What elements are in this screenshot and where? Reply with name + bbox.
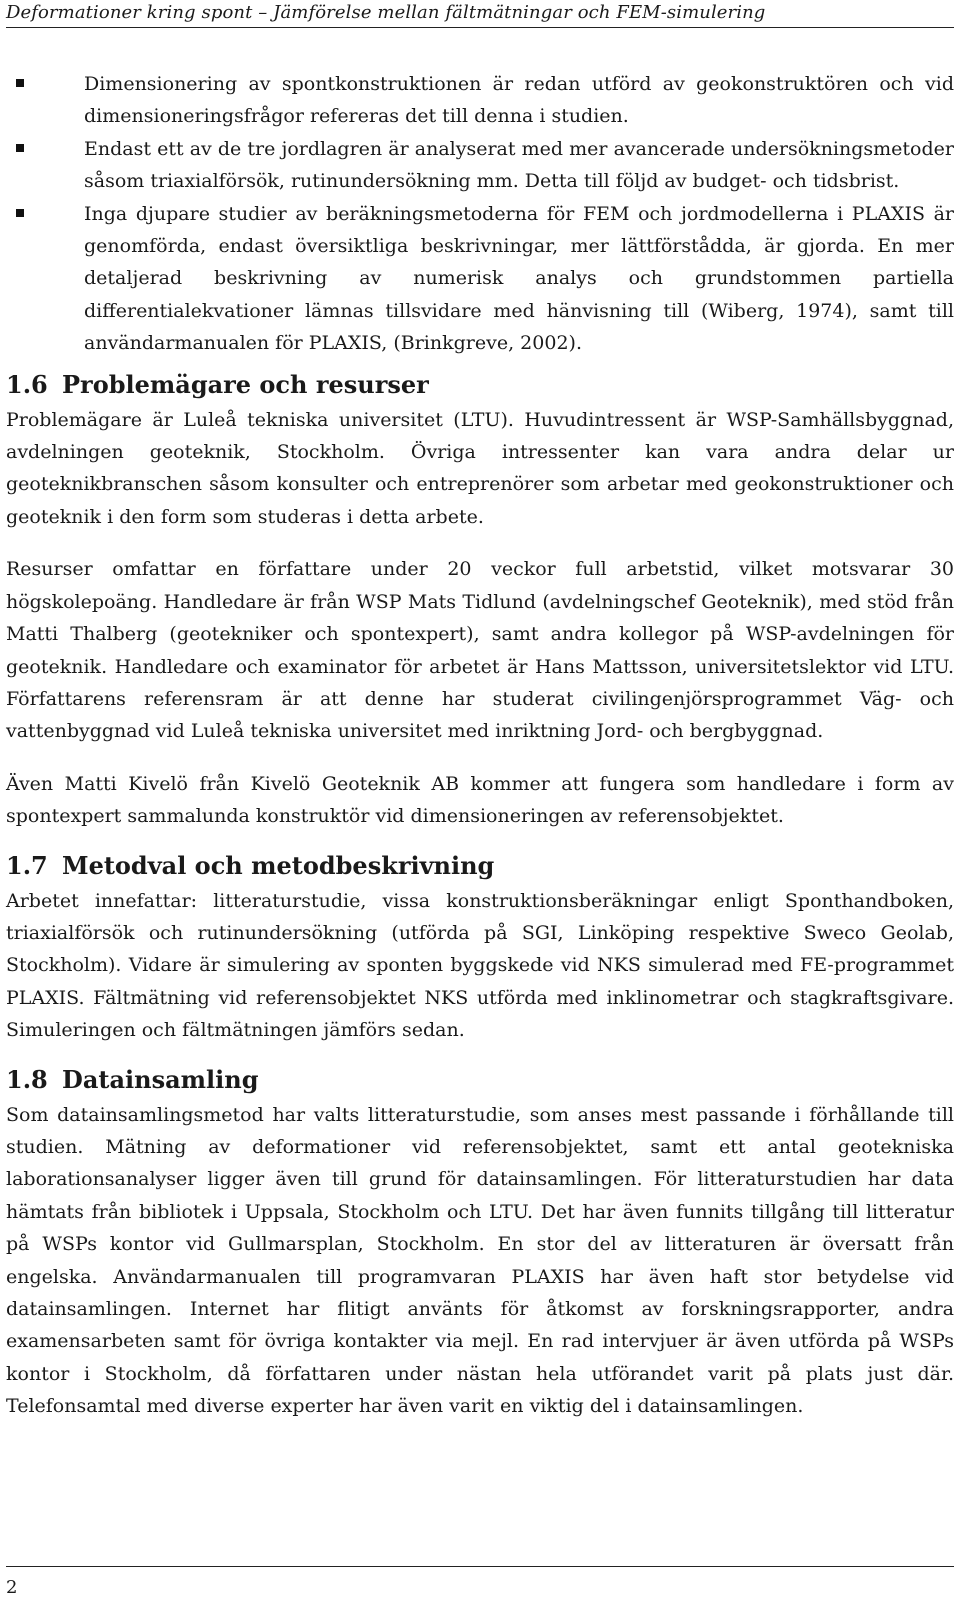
list-item xyxy=(6,198,954,360)
list-item-text: Inga djupare studier av beräkningsmetoderna för FEM och jordmodellerna i PLAXIS är genomförda, endast översiktliga beskrivningar, mer lättförstådda, är gjorda. En mer detaljerad beskrivning av numerisk analys och grundstommen partiella differentialekvationer lämnas tillsvidare med hänvisning till (Wiberg, 1974), samt till användarmanualen för PLAXIS, (Brinkgreve, 2002). xyxy=(84,202,954,355)
paragraph: Som datainsamlingsmetod har valts litteraturstudie, som anses mest passande i förhållande till studien. Mätning av deformationer vid referensobjektet, samt ett antal geotekniska laborationsanalyser ligger även till grund för datainsamlingen. För litteraturstudien har data hämtats från bibliotek i Uppsala, Stockholm och LTU. Det har även funnits tillgång till litteratur på WSPs kontor vid Gullmarsplan, Stockholm. En stor del av litteraturen är översatt från engelska. Användarmanualen till programvaran PLAXIS har även haft stor betydelse vid datainsamlingen. Internet har flitigt använts för åtkomst av forskningsrapporter, andra examensarbeten samt för övriga kontakter via mejl. En rad intervjuer är även utförda på WSPs kontor i Stockholm, då författaren under nästan hela utförandet varit på plats just där. Telefonsamtal med diverse experter har även varit en viktig del i datainsamlingen. xyxy=(6,1103,954,1418)
list-item-text: Endast ett av de tre jordlagren är analyserat med mer avancerade undersökningsmetoder såsom triaxialförsök, rutinundersökning mm. Detta till följd av budget- och tidsbrist. xyxy=(84,137,954,193)
section-heading xyxy=(6,1065,954,1095)
section-1-6 xyxy=(6,370,954,833)
page-content xyxy=(6,68,954,1423)
page-footer xyxy=(6,1566,954,1598)
bullet-square-icon xyxy=(16,144,24,152)
paragraph: Problemägare är Luleå tekniska universitet (LTU). Huvudintressent är WSP-Samhällsbyggnad, avdelningen geoteknik, Stockholm. Övriga intressenter kan vara andra delar ur geoteknikbranschen såsom konsulter och entreprenörer som arbetar med geokonstruktioner och geoteknik i den form som studeras i detta arbete. xyxy=(6,408,954,528)
section-heading xyxy=(6,370,954,400)
list-item xyxy=(6,68,954,133)
section-number: 1.8 xyxy=(6,1064,48,1094)
section-heading xyxy=(6,851,954,881)
section-title: Metodval och metodbeskrivning xyxy=(62,850,495,880)
section-number: 1.7 xyxy=(6,850,48,880)
section-1-7 xyxy=(6,851,954,1047)
paragraph: Arbetet innefattar: litteraturstudie, vissa konstruktionsberäkningar enligt Sponthandboken, triaxialförsök och rutinundersökning (utförda på SGI, Linköping respektive Sweco Geolab, Stockholm). Vidare är simulering av sponten byggskede vid NKS simulerad med FE-programmet PLAXIS. Fältmätning vid referensobjektet NKS utförda med inklinometrar och stagkraftsgivare. Simuleringen och fältmätningen jämförs sedan. xyxy=(6,889,954,1042)
running-header: Deformationer kring spont – Jämförelse mellan fältmätningar och FEM-simulering xyxy=(6,2,954,28)
list-item-text: Dimensionering av spontkonstruktionen är redan utförd av geokonstruktören och vid dimensioneringsfrågor refereras det till denna i studien. xyxy=(84,73,954,128)
list-item xyxy=(6,133,954,198)
section-title: Problemägare och resurser xyxy=(62,369,429,399)
limitations-list xyxy=(6,68,954,360)
bullet-square-icon xyxy=(16,79,24,87)
section-1-8 xyxy=(6,1065,954,1423)
section-title: Datainsamling xyxy=(62,1064,259,1094)
paragraph: Även Matti Kivelö från Kivelö Geoteknik AB kommer att fungera som handledare i form av spontexpert sammalunda konstruktör vid dimensioneringen av referensobjektet. xyxy=(6,772,954,828)
section-number: 1.6 xyxy=(6,369,48,399)
paragraph: Resurser omfattar en författare under 20 veckor full arbetstid, vilket motsvarar 30 högskolepoäng. Handledare är från WSP Mats Tidlund (avdelningschef Geoteknik), med stöd från Matti Thalberg (geotekniker och spontexpert), samt andra kollegor på WSP-avdelningen för geoteknik. Handledare och examinator för arbetet är Hans Mattsson, universitetslektor vid LTU. Författarens referensram är att denne har studerat civilingenjörsprogrammet Väg- och vattenbyggnad vid Luleå tekniska universitet med inriktning Jord- och bergbyggnad. xyxy=(6,558,954,743)
bullet-square-icon xyxy=(16,209,24,217)
page-number: 2 xyxy=(6,1577,18,1598)
